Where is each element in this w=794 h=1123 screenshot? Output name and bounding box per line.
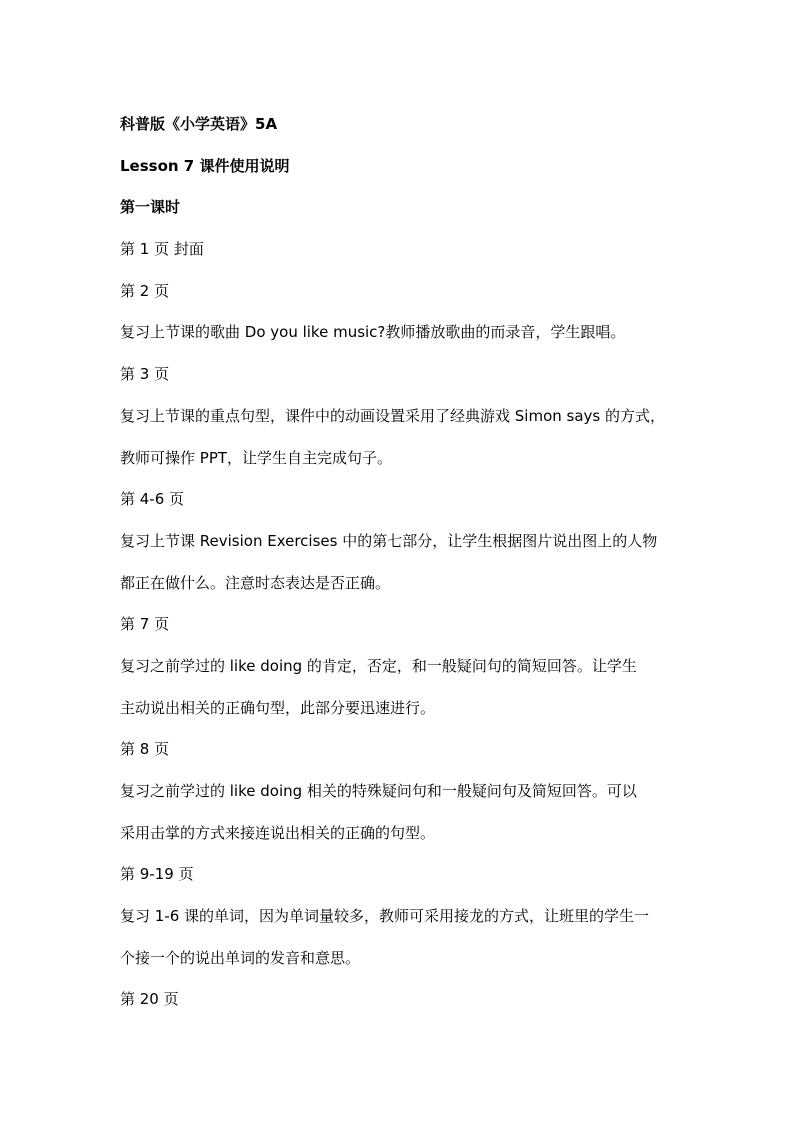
page-heading-3: 第 3 页 xyxy=(120,365,170,384)
page-heading-7: 第 7 页 xyxy=(120,615,170,634)
paragraph-line: 都正在做什么。注意时态表达是否正确。 xyxy=(120,573,391,592)
paragraph-line: 复习之前学过的 like doing 相关的特殊疑问句和一般疑问句及简短回答。可以 xyxy=(120,782,637,800)
paragraph-line: 个接一个的说出单词的发音和意思。 xyxy=(120,948,361,967)
section-heading: 第一课时 xyxy=(120,198,181,217)
paragraph-line: 复习上节课 Revision Exercises 中的第七部分，让学生根据图片说出图上的人物 xyxy=(120,531,658,550)
paragraph-line: 采用击掌的方式来接连说出相关的正确的句型。 xyxy=(120,823,436,842)
page-heading-9-19: 第 9-19 页 xyxy=(120,865,194,884)
paragraph-line: 复习之前学过的 like doing 的肯定，否定，和一般疑问句的简短回答。让学生 xyxy=(120,656,637,675)
paragraph-line: 复习上节课的歌曲 Do you like music?教师播放歌曲的而录音，学生跟唱。 xyxy=(120,323,626,342)
page-heading-1: 第 1 页 封面 xyxy=(120,240,204,259)
document-title: 科普版《小学英语》5A xyxy=(120,115,278,133)
paragraph-line: 复习上节课的重点句型，课件中的动画设置采用了经典游戏 Simon says 的方式， xyxy=(120,406,665,425)
paragraph-line: 复习 1-6 课的单词，因为单词量较多，教师可采用接龙的方式，让班里的学生一 xyxy=(120,907,650,926)
document-body xyxy=(120,104,680,1021)
paragraph-line: 教师可操作 PPT，让学生自主完成句子。 xyxy=(120,448,393,467)
page-heading-20: 第 20 页 xyxy=(120,990,179,1009)
page-heading-8: 第 8 页 xyxy=(120,740,170,759)
paragraph-line: 主动说出相关的正确句型，此部分要迅速进行。 xyxy=(120,698,436,717)
document-subtitle: Lesson 7 课件使用说明 xyxy=(120,156,290,175)
page-heading-2: 第 2 页 xyxy=(120,281,170,300)
page-heading-4-6: 第 4-6 页 xyxy=(120,490,185,509)
